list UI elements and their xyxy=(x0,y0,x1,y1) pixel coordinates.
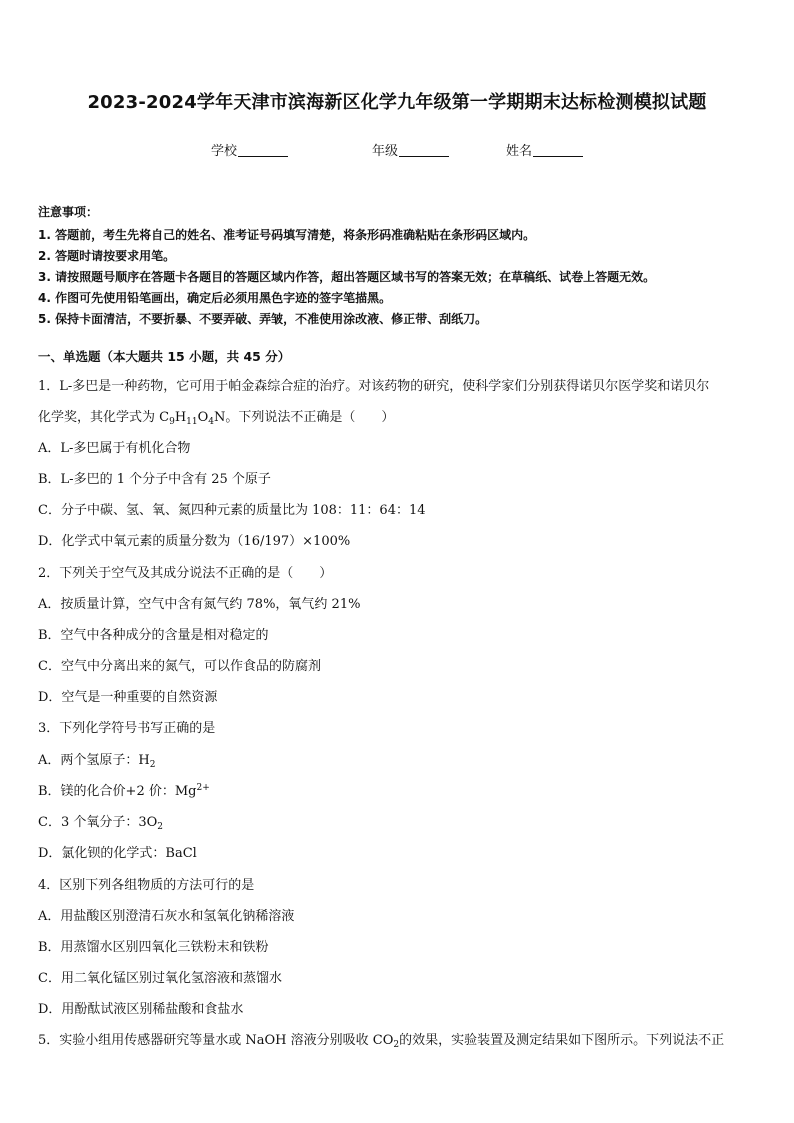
question-4-option-a[interactable]: A．用盐酸区别澄清石灰水和氢氧化钠稀溶液 xyxy=(38,909,295,924)
name-blank[interactable] xyxy=(533,143,583,157)
grade-blank[interactable] xyxy=(399,143,449,157)
grade-field[interactable] xyxy=(372,140,449,159)
question-2-option-b[interactable]: B．空气中各种成分的含量是相对稳定的 xyxy=(38,628,269,643)
question-3-stem: 3．下列化学符号书写正确的是 xyxy=(38,721,216,736)
name-field[interactable] xyxy=(506,140,583,159)
notice-item: 2. 答题时请按要求用笔。 xyxy=(38,249,176,263)
question-1-option-c[interactable]: C．分子中碳、氢、氧、氮四种元素的质量比为 108：11：64：14 xyxy=(38,503,426,518)
grade-label: 年级 xyxy=(372,144,399,159)
question-3-option-d[interactable]: D．氯化钡的化学式：BaCl xyxy=(38,846,197,861)
question-1-option-d[interactable]: D．化学式中氧元素的质量分数为（16/197）×100% xyxy=(38,534,351,549)
question-2-option-d[interactable]: D．空气是一种重要的自然资源 xyxy=(38,690,218,705)
question-4-option-d[interactable]: D．用酚酞试液区别稀盐酸和食盐水 xyxy=(38,1002,244,1017)
notice-item: 1. 答题前，考生先将自己的姓名、准考证号码填写清楚，将条形码准确粘贴在条形码区域内。 xyxy=(38,228,536,242)
question-4-option-b[interactable]: B．用蒸馏水区别四氧化三铁粉末和铁粉 xyxy=(38,940,269,955)
question-3-option-c[interactable]: C．3 个氧分子：$3O_2$ xyxy=(38,815,164,832)
question-2-stem: 2．下列关于空气及其成分说法不正确的是（ ） xyxy=(38,566,333,581)
question-1-stem-line2: 化学奖，其化学式为 $C_9H_{11}O_4N$。下列说法不正确是（ ） xyxy=(38,410,395,427)
notice-item: 5. 保持卡面清洁，不要折暴、不要弄破、弄皱，不准使用涂改液、修正带、刮纸刀。 xyxy=(38,312,488,326)
school-blank[interactable] xyxy=(238,143,288,157)
notice-block xyxy=(38,203,655,330)
question-3-option-b[interactable]: B．镁的化合价+2 价：$Mg^{2+}$ xyxy=(38,783,210,799)
question-4-stem: 4．区别下列各组物质的方法可行的是 xyxy=(38,878,255,893)
school-label: 学校 xyxy=(211,144,238,159)
page-title: 2023-2024学年天津市滨海新区化学九年级第一学期期末达标检测模拟试题 xyxy=(87,92,707,113)
notice-item: 4. 作图可先使用铅笔画出，确定后必须用黑色字迹的签字笔描黑。 xyxy=(38,291,392,305)
question-2-option-a[interactable]: A．按质量计算，空气中含有氮气约 78%，氧气约 21% xyxy=(38,597,361,612)
question-1-option-b[interactable]: B．L-多巴的 1 个分子中含有 25 个原子 xyxy=(38,472,271,487)
notice-item: 3. 请按照题号顺序在答题卡各题目的答题区域内作答，超出答题区域书写的答案无效；在草稿纸、试卷上答题无效。 xyxy=(38,270,656,284)
section-heading: 一、单选题（本大题共 15 小题，共 45 分） xyxy=(38,349,291,364)
notice-heading: 注意事项： xyxy=(38,205,99,219)
school-field[interactable] xyxy=(211,140,288,159)
question-1-stem-line1: 1．L-多巴是一种药物，它可用于帕金森综合症的治疗。对该药物的研究，使科学家们分别获得诺贝尔医学奖和诺贝尔 xyxy=(38,379,710,394)
question-1-option-a[interactable]: A．L-多巴属于有机化合物 xyxy=(38,441,191,456)
question-5-stem: 5．实验小组用传感器研究等量水或 NaOH 溶液分别吸收 $CO_2$的效果，实验装置及测定结果如下图所示。下列说法不正 xyxy=(38,1033,725,1050)
question-4-option-c[interactable]: C．用二氧化锰区别过氧化氢溶液和蒸馏水 xyxy=(38,971,282,986)
name-label: 姓名 xyxy=(506,144,533,159)
question-2-option-c[interactable]: C．空气中分离出来的氮气，可以作食品的防腐剂 xyxy=(38,659,321,674)
question-3-option-a[interactable]: A．两个氢原子：$H_2$ xyxy=(38,753,156,770)
